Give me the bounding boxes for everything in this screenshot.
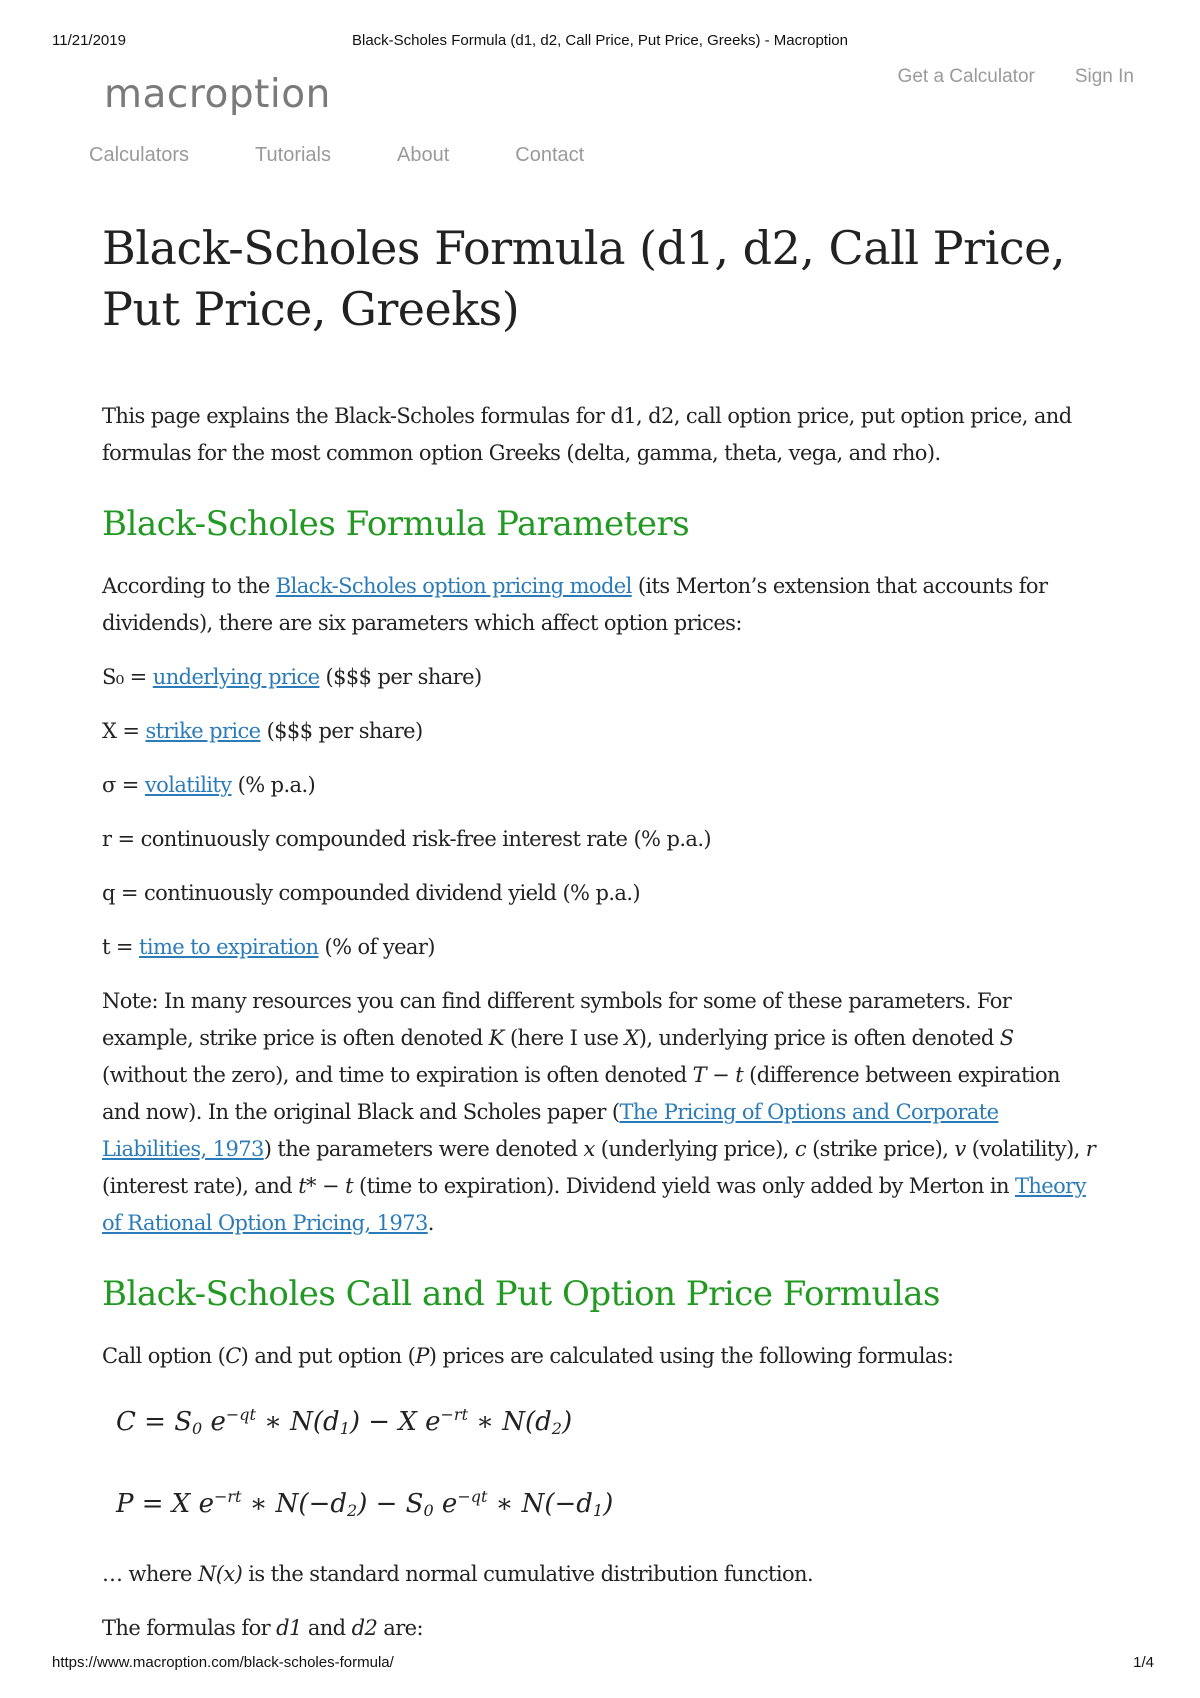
formula-part: ) − X e — [349, 1407, 441, 1437]
text: (difference between expiration and now). In the original Black and Scholes paper ( — [102, 1063, 1060, 1124]
black-scholes-model-link[interactable]: Black-Scholes option pricing model — [275, 574, 632, 598]
symbol: x — [583, 1137, 595, 1161]
page-title: Black-Scholes Formula (d1, d2, Call Price, Put Price, Greeks) — [102, 221, 1065, 336]
get-calculator-link[interactable]: Get a Calculator — [897, 66, 1035, 87]
text: … where — [102, 1562, 198, 1586]
param-symbol: σ = — [102, 773, 145, 797]
formula-part: ∗ N(−d — [241, 1489, 347, 1519]
param-unit: (% p.a.) — [231, 773, 316, 797]
text: (strike price), — [806, 1137, 955, 1161]
param-symbol: X = — [102, 719, 146, 743]
formula-part: e — [202, 1407, 226, 1437]
price-formulas-intro — [102, 1338, 1102, 1375]
intro-paragraph: This page explains the Black-Scholes formulas for d1, d2, call option price, put option price, and formulas for the most common option Greeks (delta, gamma, theta, vega, and rho). — [102, 404, 1072, 465]
symbol: S — [999, 1026, 1014, 1050]
formula-part: ∗ N(−d — [487, 1489, 593, 1519]
text: Note: In many resources you can find different symbols for some of these parameters. For example, strike price is often denoted — [102, 989, 1012, 1050]
symbol: d1 — [276, 1616, 302, 1640]
formula-part: ) − S — [357, 1489, 424, 1519]
print-header-title: Black-Scholes Formula (d1, d2, Call Price, Put Price, Greeks) - Macroption — [351, 32, 848, 49]
formula-sub: 2 — [551, 1419, 562, 1438]
section-heading-parameters: Black-Scholes Formula Parameters — [102, 504, 690, 544]
time-to-expiration-link[interactable]: time to expiration — [139, 935, 319, 959]
formula-part: ∗ N(d — [255, 1407, 340, 1437]
formula-sub: 2 — [347, 1501, 358, 1520]
text: (here I use — [503, 1026, 625, 1050]
where-note — [102, 1556, 1102, 1593]
formula-part: ) — [603, 1489, 614, 1519]
formula-sup: −rt — [440, 1405, 468, 1424]
text: ) and put option ( — [240, 1344, 416, 1368]
param-sigma — [102, 767, 1102, 804]
text: (underlying price), — [594, 1137, 795, 1161]
print-footer-page: 1/4 — [1133, 1654, 1154, 1671]
param-s0 — [102, 659, 1102, 696]
formula-part: e — [433, 1489, 458, 1519]
nav-item-tutorials[interactable]: Tutorials — [255, 144, 331, 166]
formula-sub: 0 — [192, 1419, 203, 1438]
symbol: c — [794, 1137, 806, 1161]
article — [102, 218, 1102, 1664]
symbol: v — [954, 1137, 966, 1161]
param-unit: ($$$ per share) — [260, 719, 423, 743]
symbol: N(x) — [197, 1562, 243, 1586]
nav-item-about[interactable]: About — [397, 144, 450, 166]
text: The formulas for — [102, 1616, 277, 1640]
formula-sup: −rt — [213, 1487, 242, 1506]
parameters-note — [102, 983, 1102, 1242]
text: Call option ( — [102, 1344, 226, 1368]
formula-part: P = X e — [116, 1489, 214, 1519]
param-unit: (% of year) — [318, 935, 435, 959]
sign-in-link[interactable]: Sign In — [1074, 66, 1134, 87]
nav-item-calculators[interactable]: Calculators — [89, 144, 190, 166]
formula-part: C = S — [116, 1407, 193, 1437]
text: ) prices are calculated using the following formulas: — [428, 1344, 954, 1368]
text: ), underlying price is often denoted — [638, 1026, 1000, 1050]
strike-price-link[interactable]: strike price — [145, 719, 261, 743]
nav-item-contact[interactable]: Contact — [515, 144, 585, 166]
print-header-date: 11/21/2019 — [52, 32, 126, 49]
param-r: r = continuously compounded risk-free interest rate (% p.a.) — [102, 827, 711, 851]
main-nav — [89, 144, 584, 167]
text: . — [427, 1211, 434, 1235]
symbol: P — [415, 1344, 429, 1368]
site-logo[interactable]: macroption — [104, 72, 331, 117]
put-price-formula — [116, 1474, 1102, 1534]
formula-sup: −qt — [457, 1487, 488, 1506]
symbol: K — [488, 1026, 504, 1050]
section-heading-price-formulas: Black-Scholes Call and Put Option Price Formulas — [102, 1274, 940, 1314]
rational-option-pricing-paper-link[interactable]: Theory of Rational Option Pricing, 1973 — [102, 1174, 1086, 1235]
symbol: t* − t — [298, 1174, 353, 1198]
text: According to the — [102, 574, 276, 598]
param-t — [102, 929, 1102, 966]
parameters-intro — [102, 568, 1102, 642]
call-price-formula — [116, 1392, 1102, 1452]
formula-part: ∗ N(d — [468, 1407, 552, 1437]
text: (without the zero), and time to expiration is often denoted — [102, 1063, 693, 1087]
param-q: q = continuously compounded dividend yield (% p.a.) — [102, 881, 640, 905]
text: (volatility), — [965, 1137, 1086, 1161]
text: are: — [377, 1616, 423, 1640]
symbol: r — [1085, 1137, 1096, 1161]
param-unit: ($$$ per share) — [319, 665, 482, 689]
underlying-price-link[interactable]: underlying price — [152, 665, 320, 689]
symbol: C — [225, 1344, 241, 1368]
text: is the standard normal cumulative distribution function. — [242, 1562, 814, 1586]
formula-part: ) — [561, 1407, 573, 1437]
text: and — [301, 1616, 352, 1640]
param-symbol: S₀ = — [102, 665, 153, 689]
pricing-of-options-paper-link[interactable]: The Pricing of Options and Corporate Liabilities, 1973 — [102, 1100, 999, 1161]
formula-sub: 0 — [423, 1501, 434, 1520]
top-links — [898, 66, 1134, 88]
symbol: T − t — [692, 1063, 744, 1087]
print-footer-url: https://www.macroption.com/black-scholes-formula/ — [52, 1654, 394, 1671]
formula-sup: −qt — [225, 1405, 256, 1424]
formula-sub: 1 — [592, 1501, 604, 1520]
symbol: X — [624, 1026, 639, 1050]
symbol: d2 — [351, 1616, 378, 1640]
param-x — [102, 713, 1102, 750]
text: (time to expiration). Dividend yield was only added by Merton in — [352, 1174, 1015, 1198]
d1-d2-intro — [102, 1610, 1102, 1647]
param-symbol: t = — [102, 935, 139, 959]
text: ) the parameters were denoted — [263, 1137, 584, 1161]
text: (its Merton’s extension that accounts for dividends), there are six parameters which affect option prices: — [102, 574, 1048, 635]
formula-sub: 1 — [339, 1419, 350, 1438]
volatility-link[interactable]: volatility — [144, 773, 232, 797]
text: (interest rate), and — [102, 1174, 299, 1198]
